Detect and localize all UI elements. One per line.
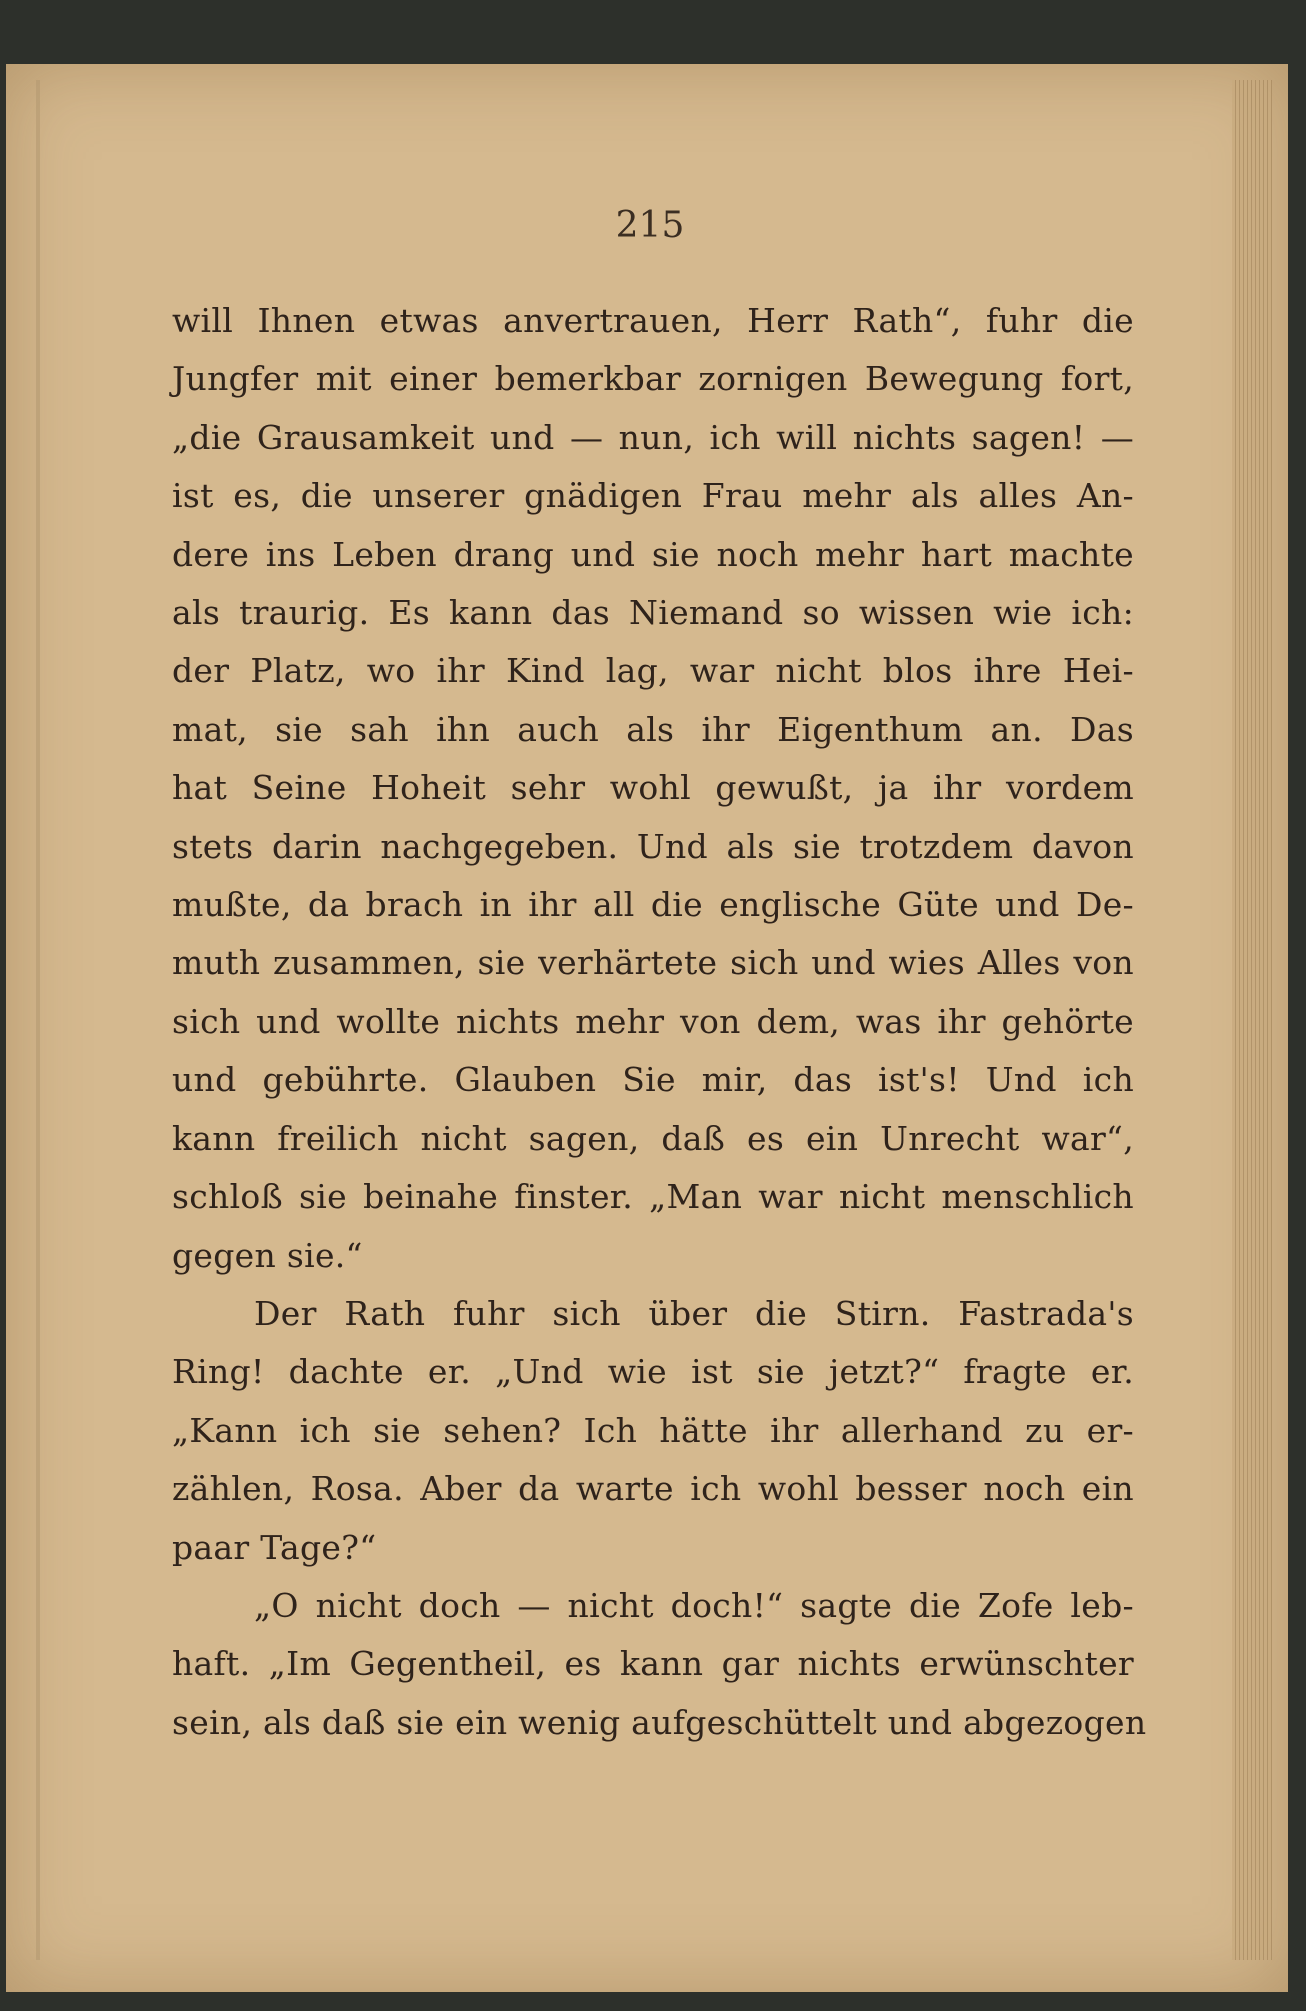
- text-line: zählen, Rosa. Aber da warte ich wohl besser noch ein: [172, 1469, 1134, 1509]
- text-line: kann freilich nicht sagen, daß es ein Unrecht war“,: [172, 1118, 1134, 1158]
- text-line: will Ihnen etwas anvertrauen, Herr Rath“, fuhr die: [172, 301, 1134, 340]
- text-line: der Platz, wo ihr Kind lag, war nicht blos ihre Hei-: [172, 651, 1134, 691]
- text-line: als traurig. Es kann das Niemand so wissen wie ich:: [172, 593, 1134, 633]
- text-line: mußte, da brach in ihr all die englische Güte und De-: [172, 885, 1134, 925]
- text-line: „die Grausamkeit und — nun, ich will nichts sagen! —: [172, 417, 1134, 457]
- text-line: „O nicht doch — nicht doch!“ sagte die Zofe leb-: [254, 1585, 1134, 1625]
- text-line: mat, sie sah ihn auch als ihr Eigenthum an. Das: [172, 709, 1134, 749]
- text-line: sein, als daß sie ein wenig aufgeschüttelt und abgezogen: [172, 1702, 1147, 1742]
- text-line: haft. „Im Gegentheil, es kann gar nichts erwünschter: [172, 1644, 1134, 1684]
- text-line: paar Tage?“: [172, 1527, 377, 1567]
- body-text: [172, 292, 1147, 1752]
- page-gutter: [36, 80, 40, 1960]
- text-line: sich und wollte nichts mehr von dem, was ihr gehörte: [172, 1001, 1134, 1041]
- text-line: Ring! dachte er. „Und wie ist sie jetzt?“ fragte er.: [172, 1352, 1134, 1392]
- text-line: ist es, die unserer gnädigen Frau mehr als alles An-: [172, 476, 1134, 516]
- text-line: und gebührte. Glauben Sie mir, das ist's! Und ich: [172, 1060, 1134, 1100]
- text-line: dere ins Leben drang und sie noch mehr hart machte: [172, 534, 1134, 574]
- page-edges: [1232, 80, 1272, 1960]
- text-line: stets darin nachgegeben. Und als sie trotzdem davon: [172, 826, 1134, 866]
- text-line: muth zusammen, sie verhärtete sich und wies Alles von: [172, 943, 1134, 983]
- text-line: Der Rath fuhr sich über die Stirn. Fastrada's: [254, 1293, 1134, 1333]
- text-line: gegen sie.“: [172, 1235, 363, 1275]
- text-line: „Kann ich sie sehen? Ich hätte ihr allerhand zu er-: [172, 1410, 1134, 1450]
- text-line: schloß sie beinahe finster. „Man war nicht menschlich: [172, 1177, 1134, 1217]
- text-line: hat Seine Hoheit sehr wohl gewußt, ja ihr vordem: [172, 768, 1134, 808]
- text-line: Jungfer mit einer bemerkbar zornigen Bewegung fort,: [172, 359, 1134, 399]
- page-number: 215: [615, 205, 685, 246]
